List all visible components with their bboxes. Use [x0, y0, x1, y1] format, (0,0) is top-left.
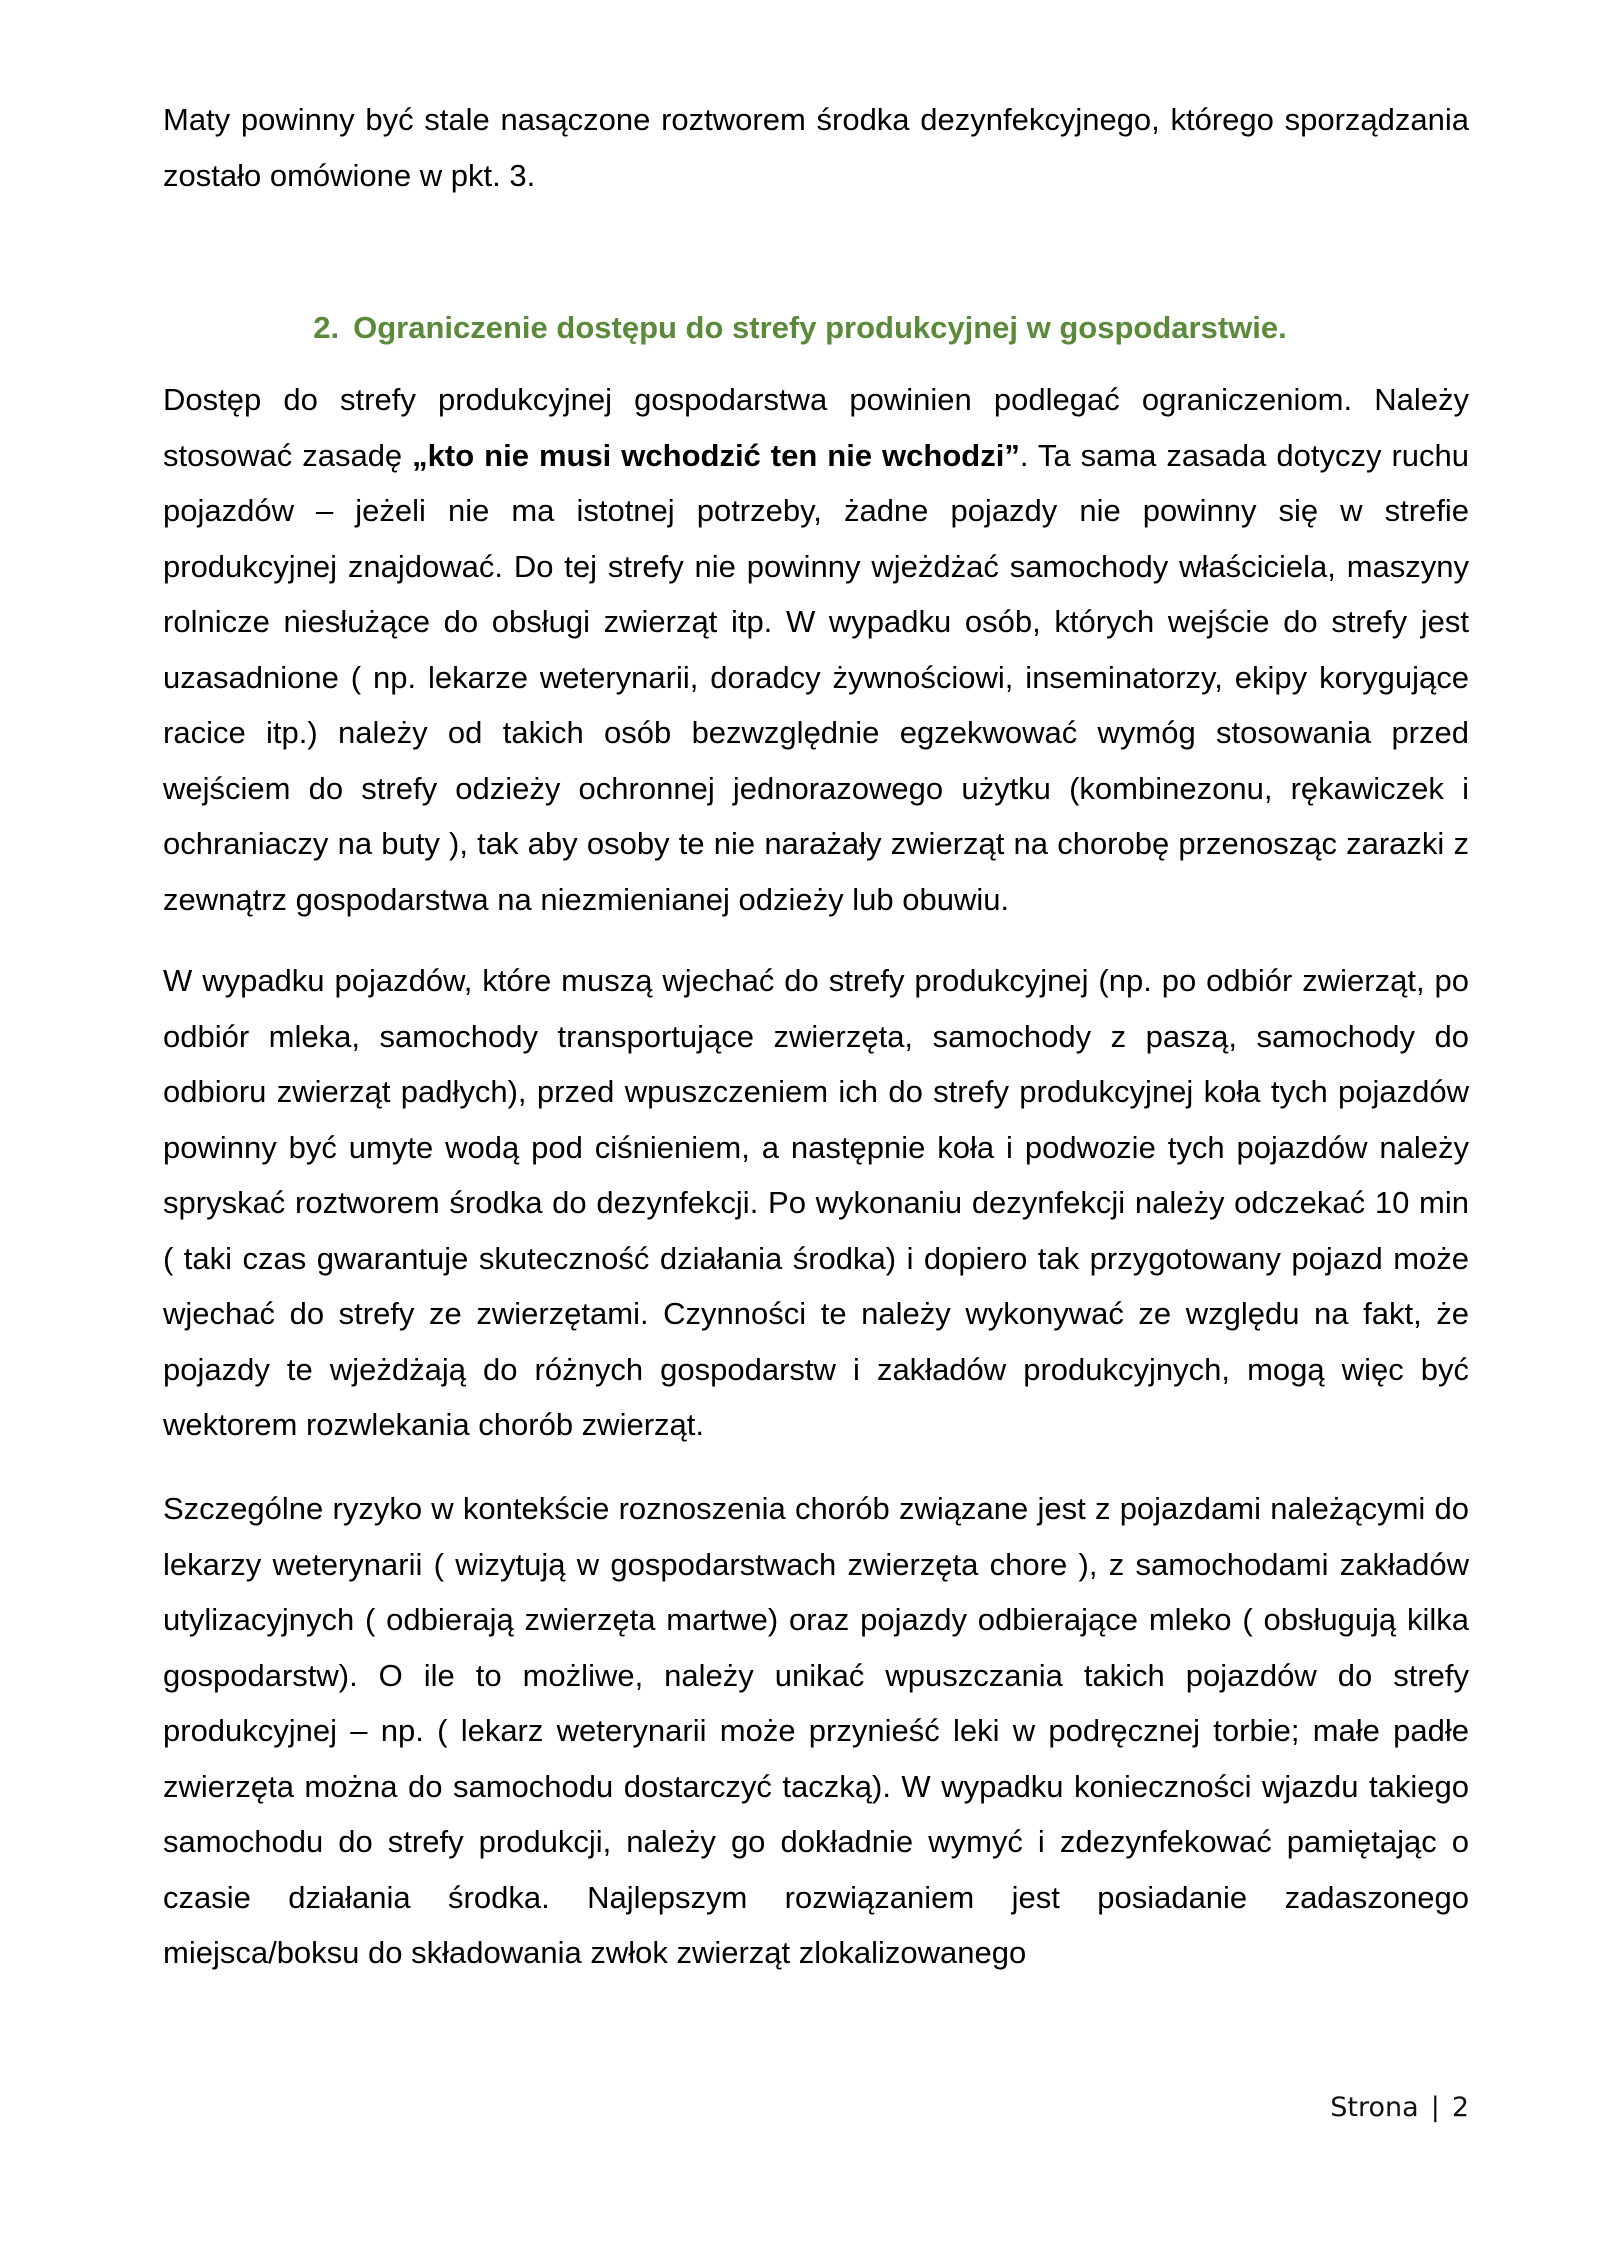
- paragraph1-text-start: Dostęp do strefy produkcyjnej gospodarstwa powinien podlegać ograniczeniom. Należy stosować zasadę: [163, 382, 1469, 473]
- paragraph1-bold-rule: „kto nie musi wchodzić ten nie wchodzi”: [412, 437, 1020, 473]
- paragraph-special-risk: Szczególne ryzyko w kontekście roznoszenia chorób związane jest z pojazdami należącymi do lekarzy weterynarii ( wizytują w gospodarstwach zwierzęta chore ), z samochodami zakładów utylizacyjnych ( odbierają zwierzęta martwe) oraz pojazdy odbierające mleko ( obsługują kilka gospodarstw). O ile to możliwe, należy unikać wpuszczania takich pojazdów do strefy produkcyjnej – np. ( lekarz weterynarii może przynieść leki w podręcznej torbie; małe padłe zwierzęta można do samochodu dostarczyć taczką). W wypadku konieczności wjazdu takiego samochodu do strefy produkcji, należy go dokładnie wymyć i zdezynfekować pamiętając o czasie działania środka. Najlepszym rozwiązaniem jest posiadanie zadaszonego miejsca/boksu do składowania zwłok zwierząt zlokalizowanego: [163, 1491, 1469, 1970]
- page-number: 2: [1451, 2092, 1469, 2123]
- paragraph-access-restriction: [163, 372, 1469, 927]
- footer-label: Strona: [1330, 2092, 1419, 2123]
- paragraph-vehicles: W wypadku pojazdów, które muszą wjechać do strefy produkcyjnej (np. po odbiór zwierząt, po odbiór mleka, samochody transportujące zwierzęta, samochody z paszą, samochody do odbioru zwierząt padłych), przed wpuszczeniem ich do strefy produkcyjnej koła tych pojazdów powinny być umyte wodą pod ciśnieniem, a następnie koła i podwozie tych pojazdów należy spryskać roztworem środka do dezynfekcji. Po wykonaniu dezynfekcji należy odczekać 10 min ( taki czas gwarantuje skuteczność działania środka) i dopiero tak przygotowany pojazd może wjechać do strefy ze zwierzętami. Czynności te należy wykonywać ze względu na fakt, że pojazdy te wjeżdżają do różnych gospodarstw i zakładów produkcyjnych, mogą więc być wektorem rozwlekania chorób zwierząt.: [163, 963, 1469, 1442]
- section-heading: [0, 300, 1600, 355]
- paragraph1-text-end: . Ta sama zasada dotyczy ruchu pojazdów – jeżeli nie ma istotnej potrzeby, żadne pojazdy nie powinny się w strefie produkcyjnej znajdować. Do tej strefy nie powinny wjeżdżać samochody właściciela, maszyny rolnicze niesłużące do obsługi zwierząt itp. W wypadku osób, których wejście do strefy jest uzasadnione ( np. lekarze weterynarii, doradcy żywnościowi, inseminatorzy, ekipy korygujące racice itp.) należy od takich osób bezwzględnie egzekwować wymóg stosowania przed wejściem do strefy odzieży ochronnej jednorazowego użytku (kombinezonu, rękawiczek i ochraniaczy na buty ), tak aby osoby te nie narażały zwierząt na chorobę przenosząc zarazki z zewnątrz gospodarstwa na niezmienianej odzieży lub obuwiu.: [163, 437, 1469, 917]
- page-footer: [1330, 2092, 1469, 2123]
- footer-separator: |: [1430, 2092, 1440, 2123]
- top-paragraph: Maty powinny być stale nasączone roztworem środka dezynfekcyjnego, którego sporządzania zostało omówione w pkt. 3.: [163, 102, 1469, 193]
- section-number: 2.: [313, 310, 340, 345]
- section-title: Ograniczenie dostępu do strefy produkcyjnej w gospodarstwie.: [353, 310, 1287, 345]
